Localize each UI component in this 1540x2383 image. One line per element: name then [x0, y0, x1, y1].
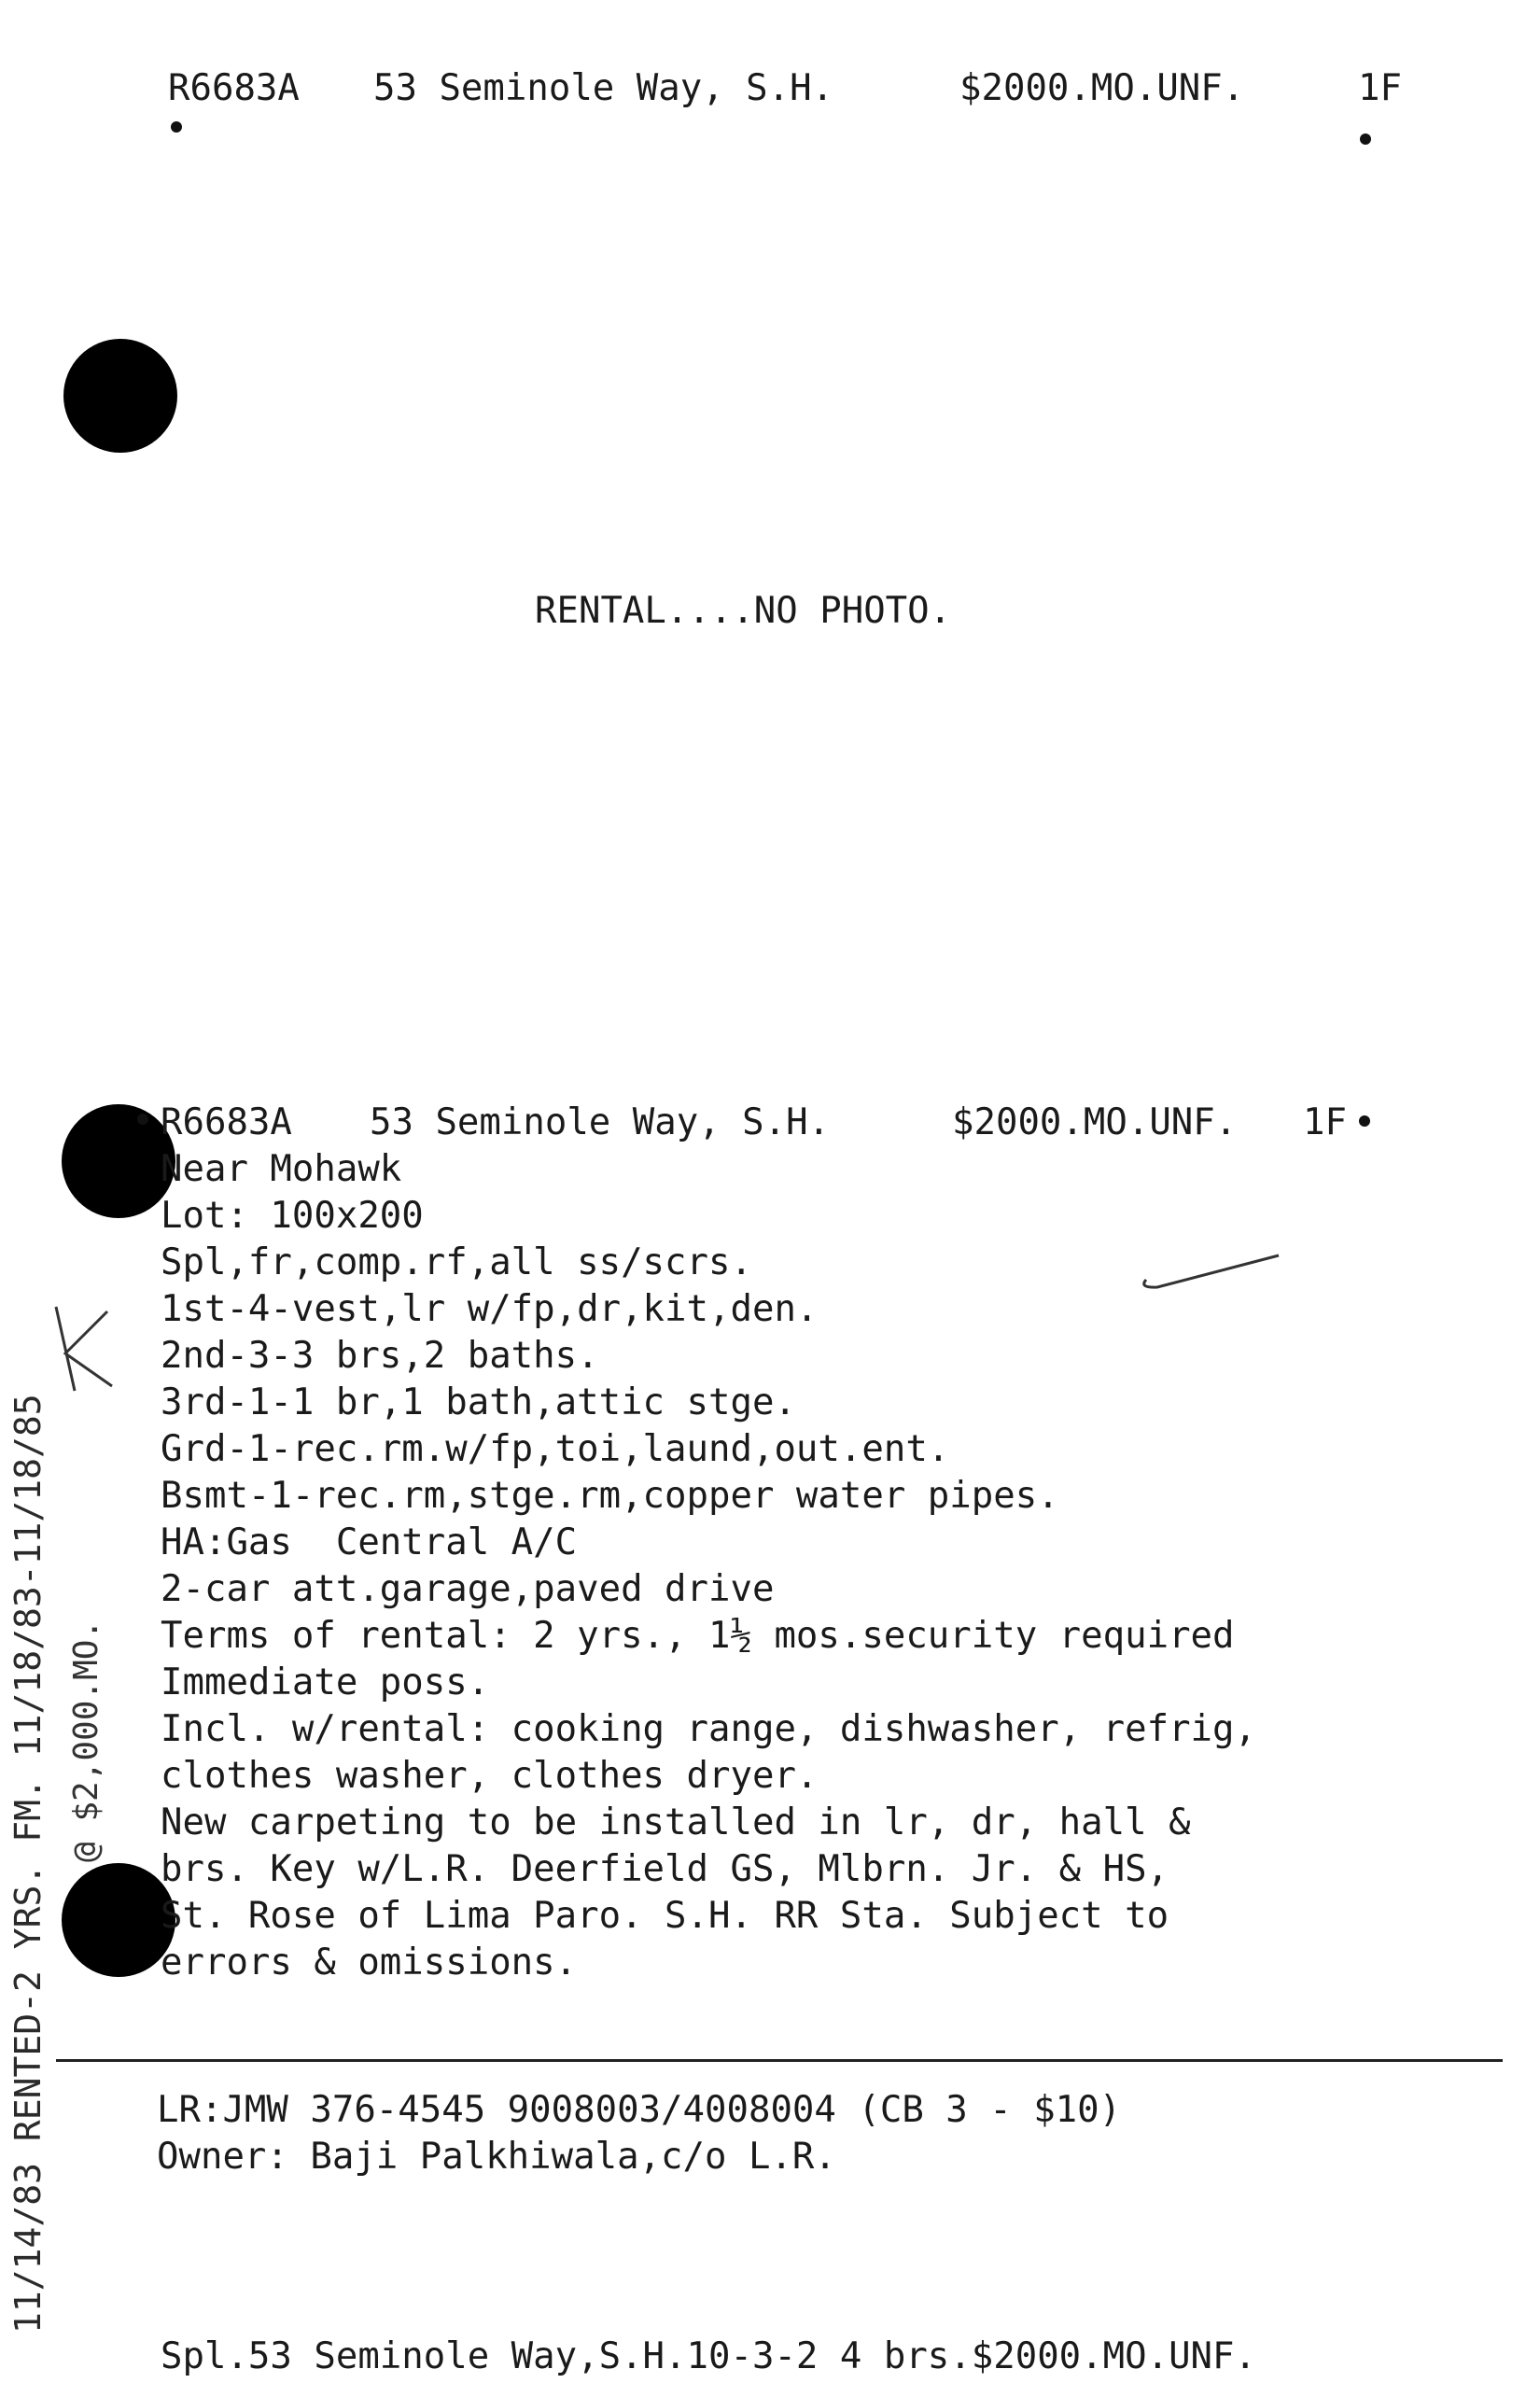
bullet-dot [1360, 133, 1371, 145]
card-line: errors & omissions. [161, 1941, 578, 1983]
card-line: Near Mohawk [161, 1148, 402, 1190]
card-line: 2-car att.garage,paved drive [161, 1568, 775, 1610]
card-title-address: 53 Seminole Way, S.H. [370, 1101, 831, 1143]
card-line: Incl. w/rental: cooking range, dishwasher, refrig, [161, 1708, 1256, 1750]
handwritten-mark [37, 1297, 121, 1400]
card-line: 1st-4-vest,lr w/fp,dr,kit,den. [161, 1288, 819, 1330]
card-line: 3rd-1-1 br,1 bath,attic stge. [161, 1381, 796, 1423]
side-note-rate: @ $2,000.MO. [67, 1619, 105, 1862]
card-line: St. Rose of Lima Paro. S.H. RR Sta. Subject to [161, 1895, 1169, 1937]
card-line: Terms of rental: 2 yrs., 1½ mos.security required [161, 1615, 1235, 1657]
card-title-code: 1F [1303, 1101, 1347, 1143]
card-title-price: $2000.MO.UNF. [952, 1101, 1238, 1143]
card-title-id: R6683A [161, 1101, 292, 1143]
punch-hole-top [63, 339, 177, 453]
header-listing-id: R6683A [168, 67, 300, 109]
contact-line: LR:JMW 376-4545 9008003/4008004 (CB 3 - $10) [157, 2089, 1122, 2131]
card-line: clothes washer, clothes dryer. [161, 1755, 819, 1797]
card-line: Bsmt-1-rec.rm,stge.rm,copper water pipes. [161, 1475, 1059, 1517]
card-line: Immediate poss. [161, 1661, 490, 1703]
card-line: brs. Key w/L.R. Deerfield GS, Mlbrn. Jr. & HS, [161, 1848, 1169, 1890]
bullet-dot [137, 1114, 148, 1125]
punch-hole-bottom [62, 1863, 175, 1977]
photo-placeholder: RENTAL....NO PHOTO. [535, 590, 952, 632]
card-line: 2nd-3-3 brs,2 baths. [161, 1335, 599, 1377]
header-code: 1F [1358, 67, 1402, 109]
header-address: 53 Seminole Way, S.H. [373, 67, 834, 109]
card-line: Grd-1-rec.rm.w/fp,toi,laund,out.ent. [161, 1428, 950, 1470]
header-price: $2000.MO.UNF. [959, 67, 1245, 109]
footer-summary: Spl.53 Seminole Way,S.H.10-3-2 4 brs.$2000.MO.UNF. [161, 2335, 1256, 2377]
card-line: New carpeting to be installed in lr, dr, hall & [161, 1801, 1191, 1843]
bullet-dot [171, 121, 182, 133]
card-line: HA:Gas Central A/C [161, 1521, 578, 1563]
check-mark [1129, 1246, 1288, 1302]
card-line: Lot: 100x200 [161, 1195, 424, 1237]
card-line: Spl,fr,comp.rf,all ss/scrs. [161, 1241, 752, 1283]
bullet-dot [1359, 1115, 1370, 1127]
owner-line: Owner: Baji Palkhiwala,c/o L.R. [157, 2136, 836, 2178]
divider [56, 2059, 1503, 2062]
side-note-rented: 11/14/83 RENTED-2 YRS. FM. 11/18/83-11/18/85 [7, 1394, 49, 2334]
punch-hole-middle [62, 1104, 175, 1218]
